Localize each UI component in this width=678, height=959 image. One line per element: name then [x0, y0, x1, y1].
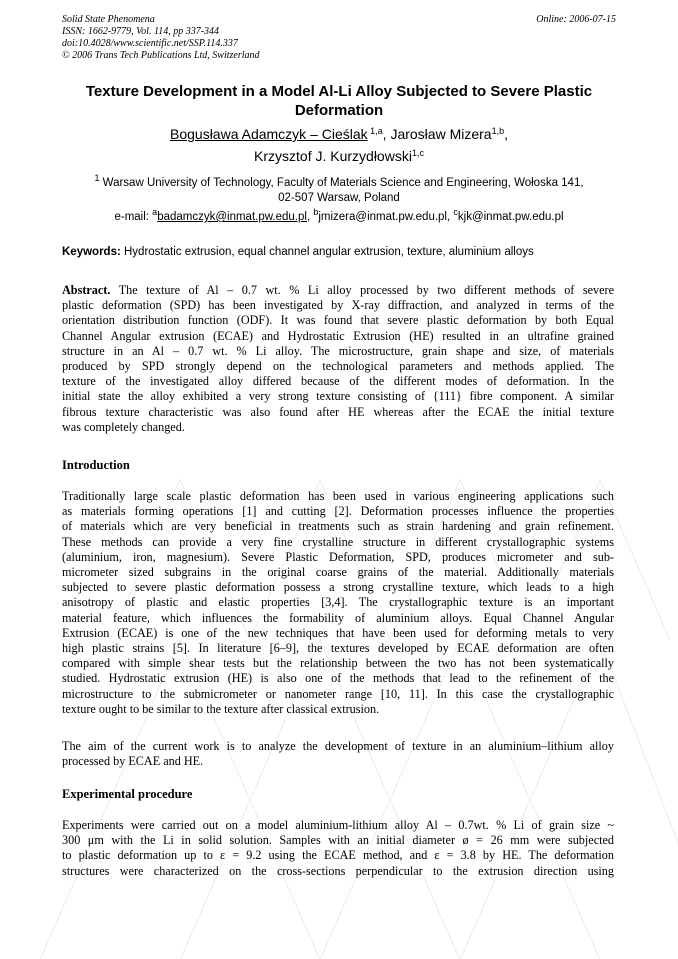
abstract	[62, 283, 614, 435]
author-adamczyk: Bogusława Adamczyk – Cieślak	[170, 126, 368, 142]
copyright-line: © 2006 Trans Tech Publications Ltd, Switzerland	[62, 50, 260, 61]
author-mizera: , Jarosław Mizera	[382, 126, 492, 142]
body-line: Traditionally large scale plastic deformation has been used in various engineering applications such	[62, 489, 614, 503]
introduction-paragraph-1	[62, 489, 614, 717]
journal-name: Solid State Phenomena	[62, 14, 155, 25]
abstract-line-text: The texture of Al – 0.7 wt. % Li alloy processed by two different methods of severe	[110, 283, 614, 297]
body-line: compared with simple shear tests but the relationship between the two has not been systematically	[62, 656, 614, 671]
email-kurzydlowski: kjk@inmat.pw.edu.pl	[457, 211, 564, 223]
keywords	[62, 245, 616, 260]
body-line: Extrusion (ECAE) is one of the new techniques that have been used for deforming metals to very	[62, 625, 614, 640]
abstract-line: Channel Angular extrusion (ECAE) and Hydrostatic Extrusion (HE) resulted in an ultrafine grained	[62, 328, 614, 343]
journal-header	[62, 14, 260, 62]
experimental-paragraph-1	[62, 818, 614, 879]
email-sup: a	[152, 207, 158, 217]
issn-line: ISSN: 1662-9779, Vol. 114, pp 337-344	[62, 26, 220, 37]
email-prefix: e-mail:	[114, 211, 153, 223]
body-line: These methods can provide a very fine crystalline structure in different crystallographic systems	[62, 534, 614, 549]
section-heading-experimental: Experimental procedure	[62, 787, 193, 801]
body-line: material feature, which influences the formability of aluminium alloys. Equal Channel Angular	[62, 610, 614, 625]
author-kurzydlowski: Krzysztof J. Kurzydłowski	[254, 148, 412, 164]
abstract-line	[62, 283, 614, 298]
affiliation	[62, 173, 616, 206]
body-line: subjected to severe plastic deformation possess a strong crystalline texture, which leads to a high	[62, 580, 614, 595]
abstract-line: texture of the investigated alloy differed because of the different modes of deformation. In the	[62, 374, 614, 389]
section-heading-introduction: Introduction	[62, 458, 130, 472]
body-line: Experiments were carried out on a model aluminium-lithium alloy Al – 0.7wt. % Li of grain size ~	[62, 818, 614, 832]
abstract-label: Abstract.	[62, 283, 111, 297]
body-line: structures were characterized on the cross-sections perpendicular to the extrusion direction using	[62, 863, 614, 878]
body-line: 300 μm with the Li in solid solution. Samples with an initial diameter ø = 26 mm were subjected	[62, 833, 614, 848]
keywords-text: Hydrostatic extrusion, equal channel angular extrusion, texture, aluminium alloys	[120, 246, 534, 258]
email-mizera: jmizera@inmat.pw.edu.pl	[318, 211, 447, 223]
body-line: processed by ECAE and HE.	[62, 754, 204, 769]
author-sup: 1,c	[411, 148, 424, 158]
affiliation-line-2: 02-507 Warsaw, Poland	[278, 192, 400, 204]
affiliation-line-1: Warsaw University of Technology, Faculty of Materials Science and Engineering, Wołoska 141,	[99, 177, 584, 189]
affiliation-sup: 1	[94, 173, 100, 183]
body-line: anisotropy of plastic and elastic properties [3,4]. The crystallographic texture is an important	[62, 595, 614, 610]
introduction-paragraph-2	[62, 739, 614, 769]
body-line: high plastic strains [5]. In literature [6–9], the textures developed by ECAE deformation are often	[62, 641, 614, 656]
body-line: The aim of the current work is to analyze the development of texture in an aluminium–lithium alloy	[62, 739, 614, 753]
paper-title	[62, 82, 616, 120]
email-line	[62, 207, 616, 225]
abstract-line: produced by SPD strongly depend on the technological parameters and methods applied. The	[62, 359, 614, 374]
abstract-line: initial state the alloy exhibited a very strong texture consisting of {111} fibre component. A similar	[62, 389, 614, 404]
email-link-adamczyk[interactable]: badamczyk@inmat.pw.edu.pl	[157, 211, 307, 223]
title-line-1: Texture Development in a Model Al-Li Alloy Subjected to Severe Plastic	[85, 83, 593, 100]
online-date: Online: 2006-07-15	[536, 14, 616, 25]
abstract-line: fibrous texture characteristic was also found after HE whereas after the ECAE the initial texture	[62, 404, 614, 419]
doi-line: doi:10.4028/www.scientific.net/SSP.114.337	[62, 38, 238, 49]
email-sup: c	[453, 207, 458, 217]
author-sup: 1,a	[367, 126, 383, 136]
body-line: as materials forming operations [1] and cutting [2]. Deformation processes influence the properties	[62, 504, 614, 519]
body-line: of materials which are very beneficial in treatments such as strain hardening and grain refinement.	[62, 519, 614, 534]
keywords-label: Keywords:	[62, 246, 121, 258]
body-line: studied. Hydrostatic extrusion (HE) is also one of the methods that lead to the refinement of the	[62, 671, 614, 686]
author-separator: ,	[504, 126, 508, 142]
body-line: microstructure to the submicrometer or nanometer range [10, 11]. In this case the crystallographic	[62, 686, 614, 701]
abstract-line: structure in an Al – 0.7 wt. % Li alloy. The microstructure, grain shape and size, of materials	[62, 343, 614, 358]
body-line: (aluminium, iron, magnesium). Severe Plastic Deformation, SPD, produces micrometer and sub-	[62, 549, 614, 564]
author-list	[62, 123, 616, 167]
abstract-line: orientation distribution function (ODF). It was found that severe plastic deformation by both Equal	[62, 313, 614, 328]
body-line: to plastic deformation up to ε = 9.2 using the ECAE method, and ε = 3.8 by HE. The deformation	[62, 848, 614, 863]
abstract-line: plastic deformation (SPD) has been investigated by X-ray diffraction, and analyzed in terms of the	[62, 298, 614, 313]
body-line: texture ought to be similar to the texture after classical extrusion.	[62, 701, 380, 716]
email-separator: ,	[306, 211, 314, 223]
email-separator: ,	[447, 211, 454, 223]
author-sup: 1,b	[491, 126, 505, 136]
email-sup: b	[313, 207, 319, 217]
body-line: micrometer sized subgrains in the original coarse grains of the material. Additionally materials	[62, 565, 614, 580]
abstract-line: was completely changed.	[62, 419, 185, 434]
title-line-2: Deformation	[294, 102, 384, 119]
